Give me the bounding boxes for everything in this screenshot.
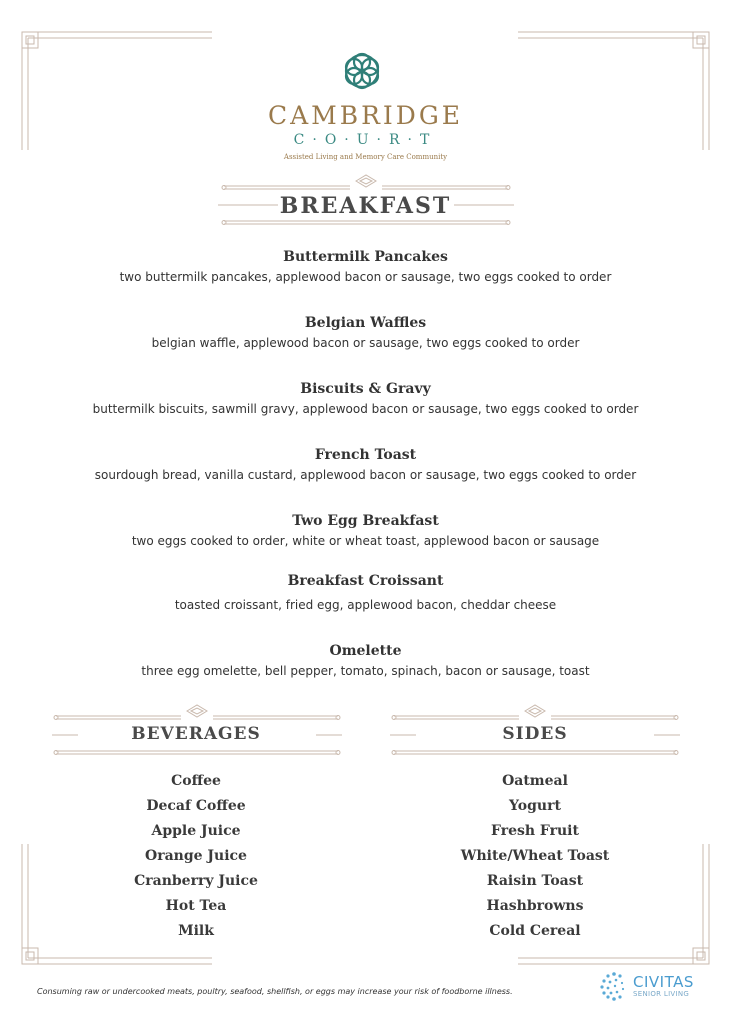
menu-item-name: Biscuits & Gravy	[300, 381, 431, 397]
list-item: Milk	[178, 923, 214, 939]
list-item: White/Wheat Toast	[460, 848, 610, 864]
brand-name: CAMBRIDGE	[267, 101, 464, 130]
civitas-brand-name: CIVITAS	[633, 973, 694, 991]
menu-item	[0, 573, 731, 612]
cambridge-flower-logo-icon	[342, 52, 382, 90]
menu-item-description: three egg omelette, bell pepper, tomato, spinach, bacon or sausage, toast	[141, 664, 590, 678]
menu-item-name: Omelette	[329, 643, 402, 659]
beverages-heading: BEVERAGES	[131, 724, 261, 744]
menu-item-description: belgian waffle, applewood bacon or sausage, two eggs cooked to order	[151, 336, 580, 350]
civitas-brand-subtitle: SENIOR LIVING	[633, 990, 690, 998]
menu-item-description: two buttermilk pancakes, applewood bacon or sausage, two eggs cooked to order	[119, 270, 612, 284]
list-item: Hot Tea	[165, 898, 227, 914]
menu-item-description: buttermilk biscuits, sawmill gravy, applewood bacon or sausage, two eggs cooked to order	[92, 402, 639, 416]
sides-list	[395, 769, 675, 944]
list-item: Yogurt	[509, 798, 561, 814]
list-item: Cold Cereal	[489, 923, 581, 939]
list-item: Fresh Fruit	[491, 823, 579, 839]
menu-item	[0, 643, 731, 678]
menu-item-name: French Toast	[314, 447, 417, 463]
brand-subtitle: C·O·U·R·T	[293, 132, 438, 148]
menu-item-name: Buttermilk Pancakes	[283, 249, 448, 265]
list-item: Hashbrowns	[486, 898, 584, 914]
breakfast-heading: BREAKFAST	[279, 193, 452, 219]
list-item: Decaf Coffee	[146, 798, 246, 814]
menu-item-description: two eggs cooked to order, white or wheat toast, applewood bacon or sausage	[131, 534, 600, 548]
menu-item	[0, 315, 731, 350]
civitas-logo-icon	[598, 970, 632, 1002]
menu-item-name: Breakfast Croissant	[287, 573, 444, 589]
list-item: Oatmeal	[502, 773, 568, 789]
menu-item-name: Two Egg Breakfast	[292, 513, 439, 529]
menu-item	[0, 249, 731, 284]
beverages-list	[56, 769, 336, 944]
sides-heading: SIDES	[502, 724, 568, 744]
menu-item-description: sourdough bread, vanilla custard, applewood bacon or sausage, two eggs cooked to order	[94, 468, 637, 482]
menu-item	[0, 447, 731, 482]
menu-item	[0, 513, 731, 548]
brand-tagline: Assisted Living and Memory Care Community	[283, 153, 448, 161]
list-item: Apple Juice	[151, 823, 241, 839]
menu-item-description: toasted croissant, fried egg, applewood bacon, cheddar cheese	[174, 598, 557, 612]
food-safety-disclaimer: Consuming raw or undercooked meats, poultry, seafood, shellfish, or eggs may increase your risk of foodborne illness.	[37, 987, 513, 996]
menu-item-name: Belgian Waffles	[304, 315, 427, 331]
list-item: Orange Juice	[145, 848, 247, 864]
menu-item	[0, 381, 731, 416]
list-item: Coffee	[171, 773, 221, 789]
list-item: Raisin Toast	[486, 873, 584, 889]
list-item: Cranberry Juice	[134, 873, 258, 889]
